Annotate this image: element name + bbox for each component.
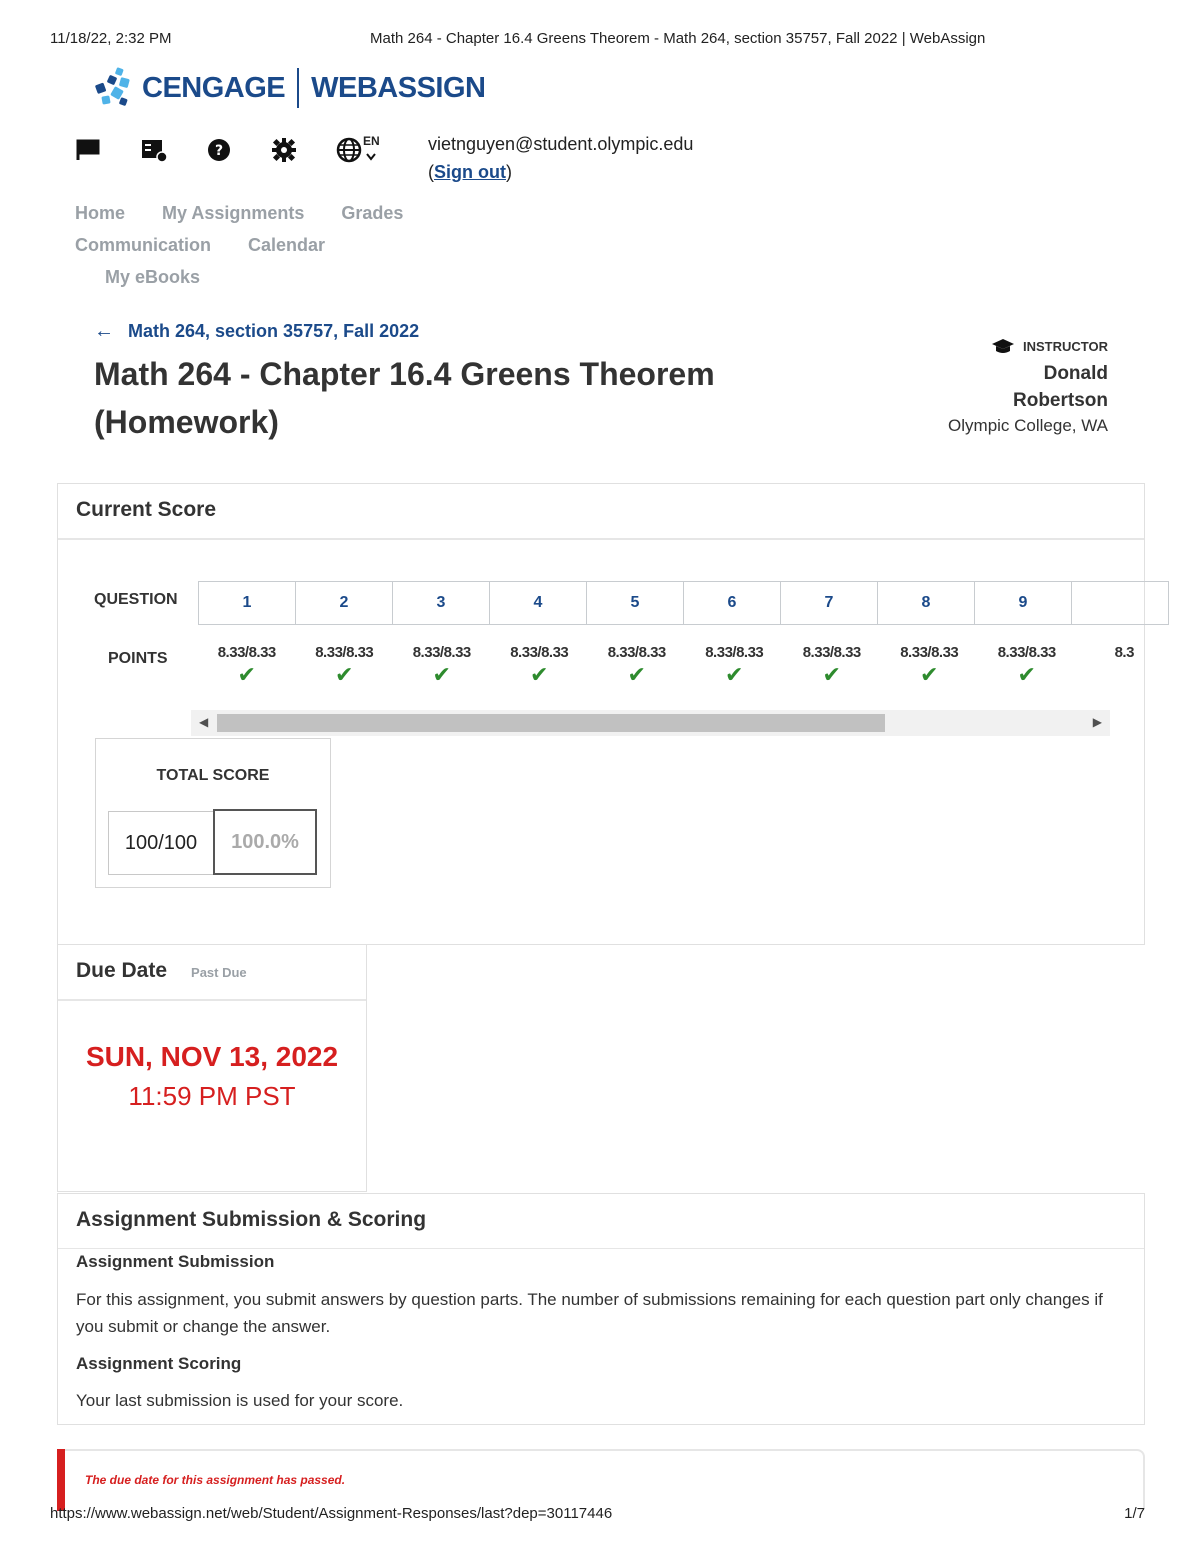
points-value: 8.33/8.33	[607, 644, 666, 661]
logo-divider	[297, 68, 299, 108]
question-points	[783, 644, 881, 689]
submission-subheading: Assignment Submission	[76, 1252, 275, 1271]
nav-my-ebooks[interactable]: My eBooks	[105, 266, 201, 287]
sign-out-paren-close: )	[505, 162, 512, 182]
instructor-label-row	[948, 338, 1108, 354]
breadcrumb-course-label: Math 264, section 35757, Fall 2022	[128, 321, 420, 341]
total-score-value: 100/100	[108, 811, 214, 875]
points-value: 8.33/8.33	[315, 644, 374, 661]
chevron-down-icon	[366, 153, 376, 161]
print-page-title: Math 264 - Chapter 16.4 Greens Theorem - Math 264, section 35757, Fall 2022 | WebAssign	[370, 30, 986, 47]
question-link[interactable]: 9	[974, 581, 1072, 625]
print-url: https://www.webassign.net/web/Student/Assignment-Responses/last?dep=30117446	[50, 1505, 613, 1522]
points-value: 8.33/8.33	[802, 644, 861, 661]
nav-grades[interactable]: Grades	[341, 202, 404, 223]
breadcrumb-back-link[interactable]	[94, 320, 419, 343]
scoring-text: Your last submission is used for your score.	[76, 1391, 404, 1410]
scrollbar-thumb[interactable]	[217, 714, 885, 732]
question-points	[393, 644, 491, 689]
question-points	[491, 644, 589, 689]
question-link[interactable]: 8	[877, 581, 975, 625]
points-value: 8.33/8.33	[412, 644, 471, 661]
points-strip	[198, 644, 1134, 698]
language-code: EN	[363, 134, 380, 148]
brand-cengage: CENGAGE	[142, 71, 286, 104]
top-toolbar	[75, 136, 400, 164]
nav-my-assignments[interactable]: My Assignments	[162, 202, 305, 223]
print-header	[50, 30, 1150, 48]
sign-out-paren-open: (	[428, 162, 434, 182]
svg-text:?: ?	[214, 143, 224, 159]
due-date-header	[76, 959, 247, 983]
checkmark-icon: ✔	[237, 662, 256, 687]
question-points	[686, 644, 784, 689]
question-strip	[198, 581, 1110, 625]
horizontal-scrollbar[interactable]	[191, 710, 1110, 736]
checkmark-icon: ✔	[627, 662, 646, 687]
graduation-cap-icon	[991, 338, 1015, 354]
scroll-right-icon[interactable]: ▶	[1092, 715, 1102, 729]
question-link[interactable]: 2	[295, 581, 393, 625]
alert-message: The due date for this assignment has passed.	[85, 1473, 346, 1487]
question-points	[296, 644, 394, 689]
card-divider	[58, 999, 366, 1001]
question-points	[198, 644, 296, 689]
points-value: 8.33/8.33	[900, 644, 959, 661]
card-divider	[58, 1248, 1144, 1249]
past-due-alert	[57, 1449, 1145, 1509]
bookmark-icon[interactable]	[75, 136, 103, 164]
nav-calendar[interactable]: Calendar	[248, 234, 326, 255]
arrow-left-icon: ←	[94, 320, 114, 342]
current-score-heading: Current Score	[76, 498, 217, 521]
globe-icon	[336, 137, 362, 163]
points-value: 8.33/8.33	[510, 644, 569, 661]
submission-text: For this assignment, you submit answers by question parts. The number of submissions remaining for each question part only changes if you submit or change the answer.	[76, 1290, 1103, 1336]
nav-communication[interactable]: Communication	[75, 234, 212, 255]
checkmark-icon: ✔	[335, 662, 354, 687]
due-time-value: 11:59 PM PST	[128, 1081, 296, 1111]
print-footer	[50, 1505, 1145, 1522]
due-date-card	[57, 945, 367, 1192]
page-title	[94, 350, 794, 446]
card-divider	[58, 538, 1144, 540]
language-selector[interactable]	[335, 134, 380, 164]
points-row-label: POINTS	[108, 650, 168, 667]
brand-webassign: WEBASSIGN	[311, 71, 486, 104]
instructor-name-last: Robertson	[1013, 390, 1108, 411]
question-track	[198, 581, 1110, 625]
due-date-heading: Due Date	[76, 959, 168, 982]
checkmark-icon: ✔	[920, 662, 939, 687]
checkmark-icon: ✔	[530, 662, 549, 687]
scoring-subheading: Assignment Scoring	[76, 1354, 242, 1373]
due-date-value: SUN, NOV 13, 2022	[85, 1041, 339, 1072]
question-link[interactable]: 6	[683, 581, 781, 625]
due-status-badge: Past Due	[191, 965, 247, 980]
points-track	[198, 644, 1134, 689]
user-email: vietnguyen@student.olympic.edu	[428, 134, 694, 154]
print-page-number: 1/7	[1124, 1505, 1145, 1522]
checkmark-icon: ✔	[432, 662, 451, 687]
instructor-name-first: Donald	[1043, 363, 1108, 384]
checkmark-icon: ✔	[725, 662, 744, 687]
settings-icon[interactable]	[270, 136, 298, 164]
page-title-line1: Math 264 - Chapter 16.4 Greens Theorem	[94, 356, 715, 392]
cengage-logo-icon	[92, 66, 136, 110]
user-account	[428, 130, 693, 186]
question-link[interactable]	[1071, 581, 1169, 625]
points-value: 8.33/8.33	[705, 644, 764, 661]
submission-scoring-heading: Assignment Submission & Scoring	[76, 1208, 427, 1231]
checkmark-icon: ✔	[1017, 662, 1036, 687]
sign-out-link[interactable]: Sign out	[434, 162, 506, 182]
submission-scoring-card	[57, 1193, 1145, 1425]
print-timestamp: 11/18/22, 2:32 PM	[50, 30, 172, 47]
question-points	[588, 644, 686, 689]
sign-out-wrapper	[428, 158, 693, 186]
total-score-label: TOTAL SCORE	[156, 767, 270, 784]
cengage-webassign-logo[interactable]	[92, 66, 485, 110]
alert-accent-bar	[57, 1449, 65, 1511]
question-link[interactable]: 3	[392, 581, 490, 625]
checkmark-icon: ✔	[822, 662, 841, 687]
current-score-card	[57, 483, 1145, 945]
question-row-label: QUESTION	[94, 591, 178, 608]
question-points	[881, 644, 979, 689]
question-link[interactable]: 4	[489, 581, 587, 625]
instructor-label: INSTRUCTOR	[1023, 338, 1108, 354]
instructor-info	[948, 338, 1108, 438]
points-value: 8.33/8.33	[997, 644, 1056, 661]
points-value: 8.3	[1114, 644, 1134, 661]
scroll-left-icon[interactable]: ◀	[199, 715, 209, 729]
total-score-percent: 100.0%	[213, 809, 317, 875]
question-points	[1076, 644, 1174, 689]
page-title-line2: (Homework)	[94, 404, 279, 440]
nav-home[interactable]: Home	[75, 202, 126, 223]
question-points	[978, 644, 1076, 689]
question-link[interactable]: 7	[780, 581, 878, 625]
main-nav	[75, 197, 440, 293]
gradebook-icon[interactable]	[140, 136, 168, 164]
points-value: 8.33/8.33	[217, 644, 276, 661]
total-score-box	[95, 738, 331, 888]
question-link[interactable]: 1	[198, 581, 296, 625]
question-link[interactable]: 5	[586, 581, 684, 625]
instructor-school: Olympic College, WA	[948, 416, 1108, 435]
help-icon[interactable]	[205, 136, 233, 164]
